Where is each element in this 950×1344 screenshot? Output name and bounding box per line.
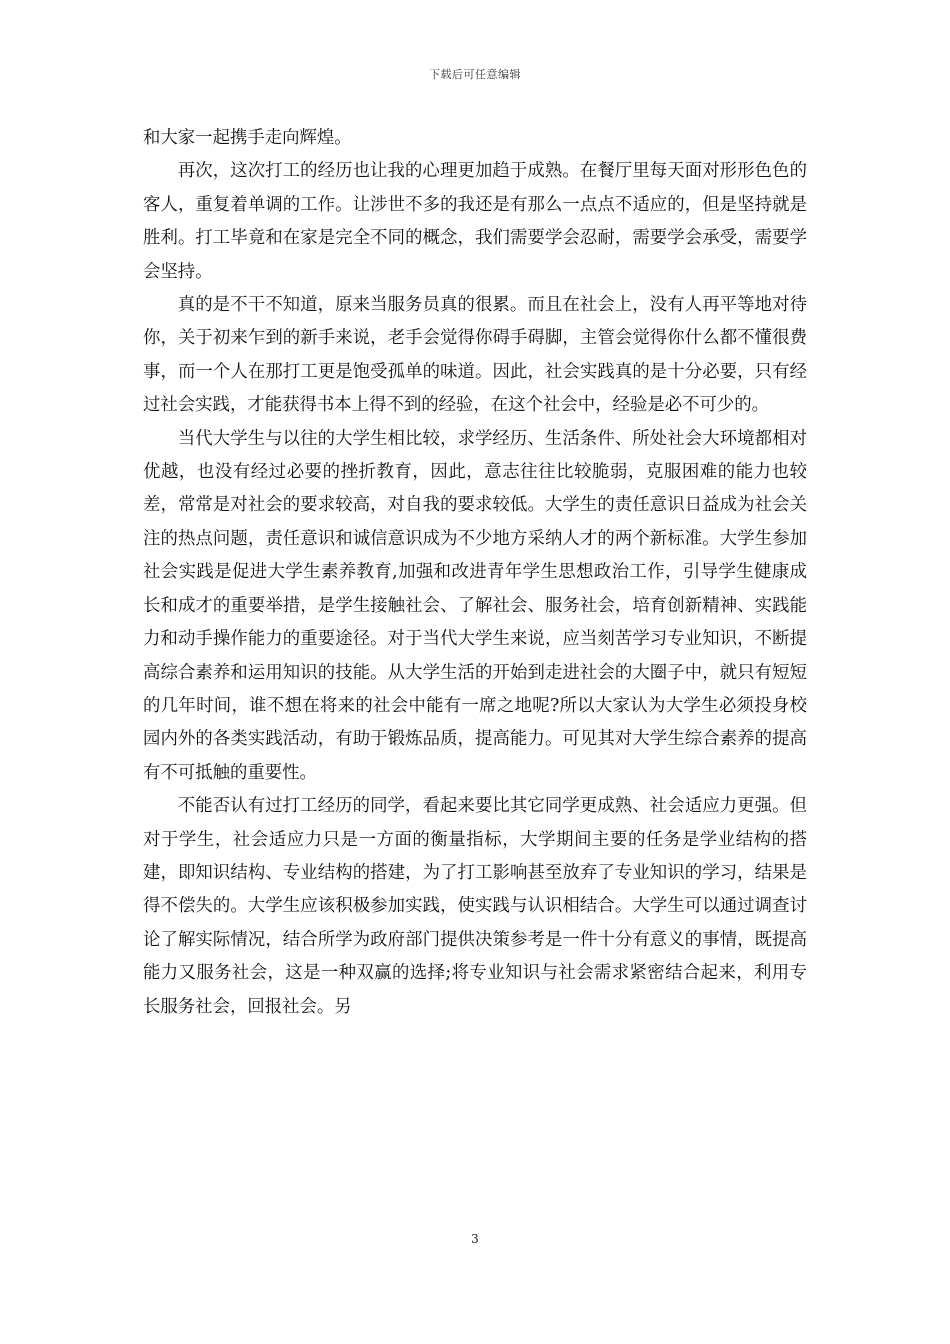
page-number: 3	[471, 1232, 479, 1246]
paragraph: 真的是不干不知道，原来当服务员真的很累。而且在社会上，没有人再平等地对待你，关于初来乍到的新手来说，老手会觉得你碍手碍脚，主管会觉得你什么都不懂很费事，而一个人在那打工更是饱受孤单的味道。因此，社会实践真的是十分必要，只有经过社会实践，才能获得书本上得不到的经验，在这个社会中，经验是必不可少的。	[143, 295, 807, 416]
document-body	[143, 122, 807, 1024]
page-header: 下载后可任意编辑	[429, 68, 521, 81]
paragraph: 不能否认有过打工经历的同学，看起来要比其它同学更成熟、社会适应力更强。但对于学生，社会适应力只是一方面的衡量指标，大学期间主要的任务是学业结构的搭建，即知识结构、专业结构的搭建，为了打工影响甚至放弃了专业知识的学习，结果是得不偿失的。大学生应该积极参加实践，使实践与认识相结合。大学生可以通过调查讨论了解实际情况，结合所学为政府部门提供决策参考是一件十分有意义的事情，既提高能力又服务社会，这是一种双赢的选择;将专业知识与社会需求紧密结合起来，利用专长服务社会，回报社会。另	[143, 796, 807, 1017]
paragraph: 和大家一起携手走向辉煌。	[143, 128, 352, 148]
paragraph: 再次，这次打工的经历也让我的心理更加趋于成熟。在餐厅里每天面对形形色色的客人，重复着单调的工作。让涉世不多的我还是有那么一点点不适应的，但是坚持就是胜利。打工毕竟和在家是完全不同的概念，我们需要学会忍耐，需要学会承受，需要学会坚持。	[143, 161, 807, 282]
paragraph: 当代大学生与以往的大学生相比较，求学经历、生活条件、所处社会大环境都相对优越，也没有经过必要的挫折教育，因此，意志往往比较脆弱，克服困难的能力也较差，常常是对社会的要求较高，对自我的要求较低。大学生的责任意识日益成为社会关注的热点问题，责任意识和诚信意识成为不少地方采纳人才的两个新标准。大学生参加社会实践是促进大学生素养教育,加强和改进青年学生思想政治工作，引导学生健康成长和成才的重要举措，是学生接触社会、了解社会、服务社会，培育创新精神、实践能力和动手操作能力的重要途径。对于当代大学生来说，应当刻苦学习专业知识，不断提高综合素养和运用知识的技能。从大学生活的开始到走进社会的大圈子中，就只有短短的几年时间，谁不想在将来的社会中能有一席之地呢?所以大家认为大学生必须投身校园内外的各类实践活动，有助于锻炼品质，提高能力。可见其对大学生综合素养的提高有不可抵触的重要性。	[143, 428, 807, 783]
